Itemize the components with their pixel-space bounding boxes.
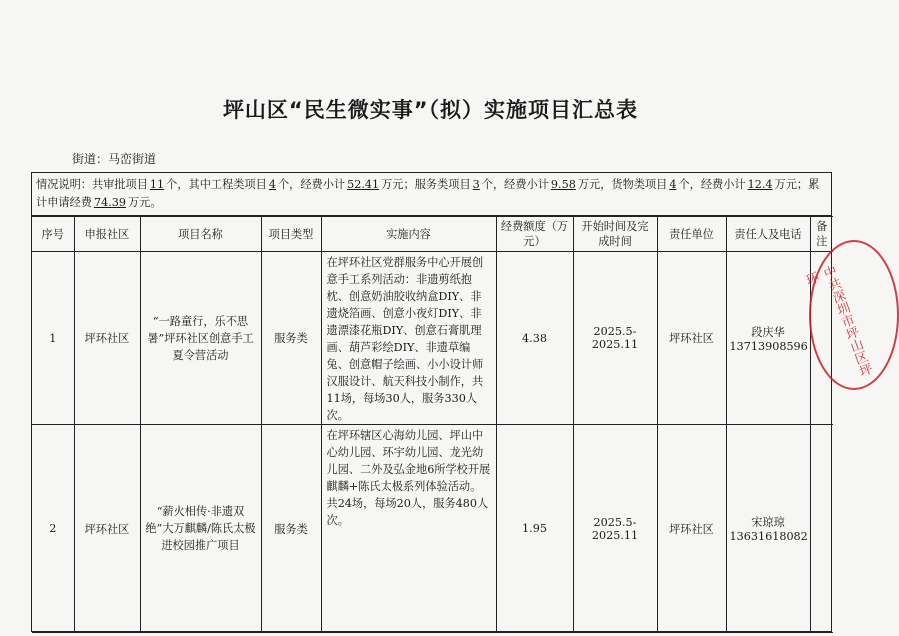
cell-note [810, 425, 833, 633]
cell-time: 2025.5-2025.11 [573, 252, 657, 425]
cell-seq: 2 [32, 425, 74, 633]
cell-content: 在坪环社区党群服务中心开展创意手工系列活动：非遗剪纸抱枕、创意奶油胶收纳盒DIY、非遗烧箔画、创意小夜灯DIY、非遗漂漆花瓶DIY、创意石膏肌理画、葫芦彩绘DIY、非遗草编兔、创意帽子绘画、小小设计师汉服设计、航天科技小制作，共11场，每场30人，服务330人次。 [321, 252, 496, 425]
summary-text: 万元；累计申请经费 [36, 178, 820, 209]
header-funds: 经费额度（万元） [496, 217, 573, 252]
header-type: 项目类型 [261, 217, 321, 252]
header-seq: 序号 [32, 217, 74, 252]
cell-contact [726, 252, 810, 425]
table-header-row [32, 217, 833, 252]
summary-text: 个，经费小计 [277, 178, 346, 191]
cell-funds: 1.95 [496, 425, 573, 633]
summary-text: 万元。 [127, 196, 162, 209]
total-funds-value: 74.39 [93, 196, 126, 209]
cell-type: 服务类 [261, 425, 321, 633]
cell-unit: 坪环社区 [657, 252, 726, 425]
document-title: 坪山区“民生微实事”（拟）实施项目汇总表 [222, 98, 639, 122]
summary-text: 个，经费小计 [678, 178, 746, 191]
cell-contact [726, 425, 810, 633]
summary-text: 万元，货物类项目 [577, 178, 668, 191]
header-community: 申报社区 [74, 217, 140, 252]
contact-person: 段庆华 [751, 325, 785, 339]
header-project: 项目名称 [140, 217, 261, 252]
header-content: 实施内容 [321, 217, 496, 252]
goods-count-value: 4 [669, 178, 677, 191]
cell-community: 坪环社区 [74, 425, 140, 633]
cell-seq: 1 [32, 252, 74, 425]
service-funds-value: 9.58 [550, 178, 576, 191]
header-time: 开始时间及完成时间 [573, 217, 657, 252]
engineering-funds-value: 52.41 [347, 178, 380, 191]
total-projects-value: 11 [149, 178, 165, 191]
header-note: 备注 [810, 217, 833, 252]
summary-text: 万元；服务类项目 [381, 178, 471, 191]
contact-person: 宋琼琼 [751, 516, 785, 529]
engineering-count-value: 4 [268, 178, 276, 191]
header-contact: 责任人及电话 [726, 217, 810, 252]
summary-text: 个，其中工程类项目 [166, 178, 267, 191]
summary-text: 个，经费小计 [481, 178, 549, 191]
summary-description [32, 173, 831, 216]
cell-project-name: “一路童行，乐不思暑”坪环社区创意手工夏令营活动 [140, 252, 261, 425]
district-label: 街道：马峦街道 [72, 152, 157, 166]
goods-funds-value: 12.4 [747, 178, 773, 191]
cell-type: 服务类 [261, 252, 321, 425]
cell-funds: 4.38 [496, 252, 573, 425]
summary-text: 情况说明：共审批项目 [36, 178, 148, 191]
cell-community: 坪环社区 [74, 252, 140, 425]
header-unit: 责任单位 [657, 217, 726, 252]
table-row [32, 252, 833, 425]
table-row [32, 425, 833, 633]
seal-text: 中共深圳市坪山区坪环 [801, 263, 874, 379]
official-seal-stamp [801, 240, 899, 390]
projects-table [32, 216, 833, 633]
service-count-value: 3 [472, 178, 480, 191]
summary-table [31, 172, 832, 632]
cell-content: 在坪环辖区心海幼儿园、坪山中心幼儿园、环宇幼儿园、龙光幼儿园、二外及弘金地6所学校开展麒麟+陈氏太极系列体验活动。共24场，每场20人，服务480人次。 [321, 425, 496, 633]
cell-unit: 坪环社区 [657, 425, 726, 633]
cell-time: 2025.5-2025.11 [573, 425, 657, 633]
contact-phone: 13713908596 [729, 339, 808, 353]
contact-phone: 13631618082 [729, 530, 808, 543]
cell-project-name: “薪火相传·非遗双绝”大万麒麟/陈氏太极进校园推广项目 [140, 425, 261, 633]
